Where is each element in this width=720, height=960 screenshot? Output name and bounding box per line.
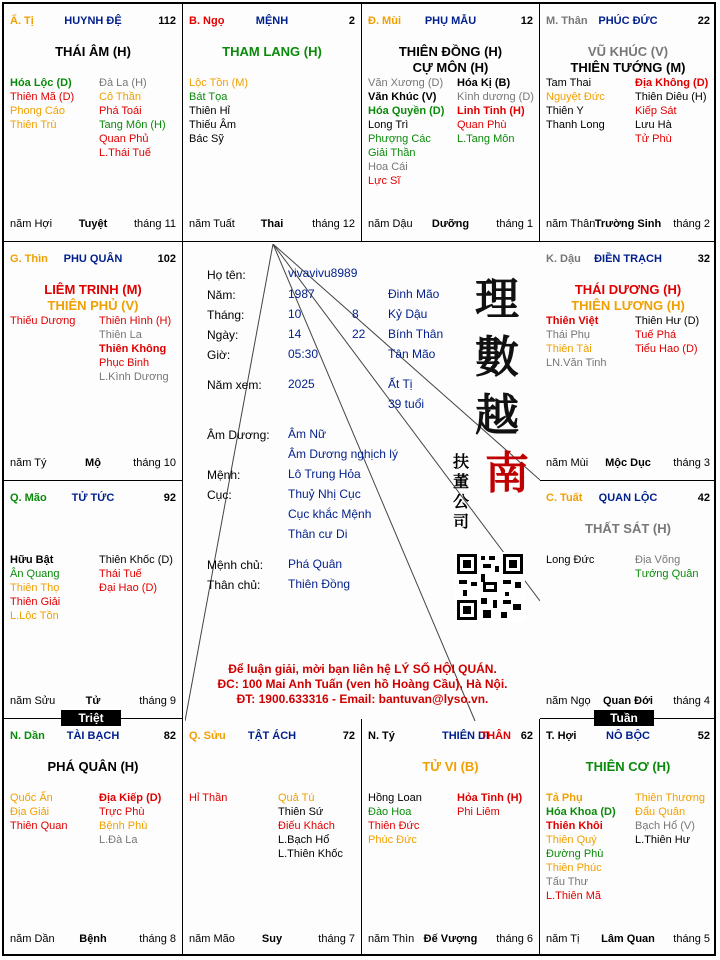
month-label: tháng 3 <box>673 457 710 469</box>
palace-number: 82 <box>163 730 176 742</box>
minor-star: Tả Phụ <box>546 792 583 804</box>
life-stage: Dưỡng <box>431 218 470 230</box>
right-stars <box>635 314 699 356</box>
palace-than <box>540 4 716 242</box>
main-star: CỰ MÔN (H) <box>412 60 489 75</box>
palace-mao <box>4 481 183 719</box>
palace-number: 112 <box>158 15 176 27</box>
palace-footer <box>189 933 355 947</box>
palace-name: TẬT ÁCH <box>247 730 297 742</box>
palace-header <box>546 492 710 506</box>
minor-star: Thiên Không <box>99 343 167 355</box>
palace-number: 22 <box>697 15 710 27</box>
life-stage: Thai <box>260 218 284 230</box>
view-year-label: Năm xem: <box>207 378 262 392</box>
minor-star: Hóa Lộc (D) <box>10 77 72 89</box>
minor-star: Thiên Việt <box>546 315 599 327</box>
body-master-value: Thiên Đồng <box>288 577 351 591</box>
calligraphy-char: 數 <box>475 332 519 383</box>
minor-star: Thiên Hư (D) <box>635 315 700 327</box>
contact-line-2: ĐC: 100 Mai Anh Tuấn (ven hồ Hoàng Cầu), Hà Nội. <box>217 677 508 691</box>
month-label: tháng 2 <box>673 218 710 230</box>
minor-star: Văn Xương (D) <box>368 77 444 89</box>
palace-number: 62 <box>520 730 533 742</box>
minor-star: Hỉ Thần <box>189 792 228 804</box>
month-label: tháng 12 <box>312 218 355 230</box>
main-star: LIÊM TRINH (M) <box>44 282 142 297</box>
branch-label: Ấ. Tị <box>10 15 34 27</box>
minor-star: Bạch Hổ (V) <box>635 820 695 832</box>
minor-star: Địa Kiếp (D) <box>99 792 162 804</box>
destiny-master-label: Mệnh chủ: <box>207 558 264 572</box>
minor-star: Trực Phù <box>99 806 145 818</box>
minor-star: Thiên Quý <box>546 834 597 846</box>
minor-star: Tướng Quân <box>635 568 699 580</box>
palace-suu <box>183 719 362 956</box>
qr-code[interactable] <box>455 552 525 622</box>
minor-star: Bát Tọa <box>189 91 228 103</box>
hour-label: Giờ: <box>207 348 231 362</box>
minor-star: Tấu Thư <box>546 876 589 888</box>
right-stars <box>99 76 166 160</box>
minor-star: Thiên Giải <box>10 596 61 608</box>
minor-star: L.Lộc Tồn <box>10 610 59 622</box>
palace-header <box>189 730 355 744</box>
minor-star: Kiếp Sát <box>635 105 677 117</box>
life-stage: Lâm Quan <box>601 933 655 945</box>
minor-star: Địa Võng <box>635 554 681 566</box>
horoscope-chart <box>2 2 716 956</box>
palace-header <box>546 730 710 744</box>
minor-star: L.Thái Tuế <box>99 147 151 159</box>
center-info-panel <box>185 244 540 721</box>
month-label: tháng 4 <box>673 695 710 707</box>
minor-star: Thiên Thọ <box>10 582 60 594</box>
name-label: Họ tên: <box>207 268 246 282</box>
yinyang-note: Âm Dương nghịch lý <box>288 447 398 461</box>
contact-line-1: Để luận giải, mời bạn liên hệ LÝ SỐ HỘI QUÁN. <box>228 662 497 676</box>
palace-header <box>10 730 176 744</box>
main-star: THÁI ÂM (H) <box>55 44 131 59</box>
palace-ti <box>4 4 183 242</box>
palace-number: 2 <box>348 15 355 27</box>
calligraphy-char: 理 <box>475 274 519 325</box>
palace-name: THIÊN DI <box>441 730 490 742</box>
palace-header <box>546 15 710 29</box>
minor-star: Thiên Hỉ <box>189 105 230 117</box>
month-label: tháng 9 <box>139 695 176 707</box>
than-position: Thân cư Di <box>288 527 348 541</box>
minor-star: Bác Sỹ <box>189 133 224 145</box>
main-stars <box>362 759 539 775</box>
palace-ngo <box>183 4 362 242</box>
main-star: THIÊN TƯỚNG (M) <box>570 60 686 75</box>
main-star: THÁI DƯƠNG (H) <box>574 282 682 297</box>
minor-star: Thiên Quan <box>10 820 68 832</box>
minor-star: L.Thiên Hư <box>635 834 691 846</box>
right-stars <box>99 791 161 847</box>
destiny-value: Lô Trung Hỏa <box>288 467 361 481</box>
palace-header <box>546 253 710 267</box>
palace-mui <box>362 4 540 242</box>
year-label: năm Tị <box>546 933 580 945</box>
month-label: tháng 6 <box>496 933 533 945</box>
tuan-tag: Tuần <box>594 710 654 726</box>
palace-number: 42 <box>697 492 710 504</box>
main-stars <box>540 521 716 537</box>
palace-thin <box>4 242 183 481</box>
palace-footer <box>189 218 355 232</box>
left-stars <box>546 553 594 567</box>
seal-char: 董 <box>453 472 470 491</box>
minor-star: Nguyệt Đức <box>546 91 605 103</box>
palace-number: 92 <box>163 492 176 504</box>
palace-footer <box>10 218 176 232</box>
minor-star: Linh Tinh (H) <box>457 105 525 117</box>
calligraphy-char: 南 <box>485 448 529 499</box>
minor-star: Tuế Phá <box>635 329 677 341</box>
branch-label: T. Hợi <box>546 730 577 742</box>
main-star: THIÊN PHỦ (V) <box>47 298 139 313</box>
palace-footer <box>10 457 176 471</box>
minor-star: Hóa Quyền (D) <box>368 105 445 117</box>
day-canchi: Bính Thân <box>388 327 444 341</box>
right-stars <box>635 76 708 146</box>
year-label: năm Thìn <box>368 933 415 945</box>
name-value: vivavivu8989 <box>288 266 358 280</box>
main-star: THẤT SÁT (H) <box>585 521 671 536</box>
minor-star: L.Đà La <box>99 834 138 846</box>
main-stars <box>4 44 182 60</box>
life-stage: Mộ <box>85 457 101 469</box>
cuc-note: Cục khắc Mệnh <box>288 507 372 521</box>
branch-label: G. Thìn <box>10 253 48 265</box>
palace-name: QUAN LỘC <box>598 492 658 504</box>
life-stage: Trường Sinh <box>594 218 662 230</box>
left-stars <box>10 76 74 132</box>
branch-label: B. Ngọ <box>189 15 225 27</box>
minor-star: Tam Thai <box>546 77 592 89</box>
minor-star: Thiên Sứ <box>278 806 324 818</box>
left-stars <box>10 553 60 623</box>
main-star: PHÁ QUÂN (H) <box>47 759 139 774</box>
contact-block <box>185 662 540 707</box>
cuc-value: Thuỷ Nhị Cục <box>288 487 361 501</box>
right-stars <box>99 314 171 384</box>
main-stars <box>540 759 716 775</box>
minor-star: Thiên Đức <box>368 820 420 832</box>
minor-star: Phục Binh <box>99 357 150 369</box>
age-value: 39 tuổi <box>388 397 425 411</box>
palace-number: 52 <box>697 730 710 742</box>
minor-star: Địa Giải <box>10 806 50 818</box>
minor-star: Kình dương (D) <box>457 91 534 103</box>
right-stars <box>457 791 522 819</box>
palace-footer <box>546 933 710 947</box>
year-label: năm Tý <box>10 457 47 469</box>
palace-name: HUYNH ĐỆ <box>64 15 122 27</box>
minor-star: Đường Phù <box>546 848 604 860</box>
right-stars <box>635 791 705 847</box>
minor-star: Lưu Hà <box>635 119 672 131</box>
minor-star: Hữu Bật <box>10 554 54 566</box>
minor-star: Văn Khúc (V) <box>368 91 437 103</box>
minor-star: Ân Quang <box>10 568 60 580</box>
palace-header <box>189 15 355 29</box>
life-stage: Tử <box>85 695 101 707</box>
right-stars <box>99 553 173 595</box>
branch-label: Q. Sửu <box>189 730 226 742</box>
right-stars <box>278 791 343 861</box>
palace-footer <box>10 695 176 709</box>
palace-footer <box>368 218 533 232</box>
palace-ty <box>362 719 540 956</box>
minor-star: Hoa Cái <box>368 161 408 173</box>
year-label: năm Ngọ <box>546 695 591 707</box>
minor-star: L.Thiên Mã <box>546 890 602 902</box>
palace-hoi <box>540 719 716 956</box>
palace-name: MỆNH <box>255 15 289 27</box>
palace-number: 12 <box>520 15 533 27</box>
life-stage: Quan Đới <box>603 695 653 707</box>
main-star: THAM LANG (H) <box>222 44 322 59</box>
minor-star: Thái Tuế <box>99 568 142 580</box>
minor-star: Thiên Mã (D) <box>10 91 75 103</box>
lunar-day-value: 22 <box>352 327 366 341</box>
minor-star: Phong Cáo <box>10 105 66 117</box>
seal-char: 司 <box>453 512 470 531</box>
minor-star: Đại Hao (D) <box>99 582 158 594</box>
hour-value: 05:30 <box>288 347 319 361</box>
minor-star: Đào Hoa <box>368 806 412 818</box>
minor-star: Giải Thần <box>368 147 416 159</box>
main-stars <box>362 44 539 76</box>
minor-star: Lực Sĩ <box>368 175 401 187</box>
year-label: năm Dậu <box>368 218 413 230</box>
year-canchi: Đinh Mão <box>388 287 440 301</box>
cuc-label: Cục: <box>207 488 232 502</box>
than-marker: THÂN <box>480 730 511 742</box>
palace-footer <box>546 457 710 471</box>
minor-star: Thái Phụ <box>546 329 591 341</box>
minor-star: Tử Phù <box>635 133 672 145</box>
palace-footer <box>546 695 710 709</box>
year-label: năm Mão <box>189 933 235 945</box>
main-stars <box>4 759 182 775</box>
day-value: 14 <box>288 327 302 341</box>
month-label: tháng 10 <box>133 457 176 469</box>
branch-label: N. Dần <box>10 730 45 742</box>
seal-char: 公 <box>453 492 470 511</box>
main-stars <box>183 44 361 60</box>
minor-star: Cô Thần <box>99 91 141 103</box>
minor-star: Thiếu Dương <box>10 315 76 327</box>
minor-star: Quan Phù <box>457 119 507 131</box>
palace-footer <box>368 933 533 947</box>
minor-star: Đà La (H) <box>99 77 147 89</box>
day-label: Ngày: <box>207 328 239 342</box>
minor-star: L.Tang Môn <box>457 133 515 145</box>
minor-star: Hỏa Tinh (H) <box>457 792 523 804</box>
left-stars <box>10 314 75 328</box>
life-stage: Mộc Dục <box>605 457 651 469</box>
year-label: năm Tuất <box>189 218 235 230</box>
palace-dan <box>4 719 183 956</box>
life-stage: Đế Vượng <box>423 933 478 945</box>
minor-star: Thiếu Âm <box>189 119 237 131</box>
minor-star: Hóa Khoa (D) <box>546 806 616 818</box>
life-stage: Bệnh <box>79 933 107 945</box>
minor-star: LN.Văn Tinh <box>546 357 607 369</box>
palace-header <box>10 492 176 506</box>
left-stars <box>546 314 607 370</box>
palace-name: ĐIỀN TRẠCH <box>594 253 662 265</box>
right-stars <box>635 553 699 581</box>
month-canchi: Kỷ Dậu <box>388 307 428 321</box>
year-label: năm Mùi <box>546 457 589 469</box>
contact-line-3: ĐT: 1900.633316 - Email: bantuvan@lyso.vn. <box>236 692 489 706</box>
minor-star: Hóa Kị (B) <box>457 77 511 89</box>
palace-footer <box>10 933 176 947</box>
main-star: THIÊN LƯƠNG (H) <box>571 298 685 313</box>
hour-canchi: Tân Mão <box>388 347 436 361</box>
palace-name: NÔ BỘC <box>606 730 650 742</box>
left-stars <box>546 791 616 903</box>
month-label: tháng 11 <box>133 218 176 230</box>
palace-number: 102 <box>157 253 176 265</box>
minor-star: Thiên Tài <box>546 343 592 355</box>
main-star: THIÊN ĐỒNG (H) <box>398 44 503 59</box>
minor-star: Long Đức <box>546 554 595 566</box>
month-label: Tháng: <box>207 308 245 322</box>
right-stars <box>457 76 534 146</box>
month-label: tháng 5 <box>673 933 710 945</box>
left-stars <box>189 76 248 146</box>
year-value: 1987 <box>288 287 315 301</box>
minor-star: Thiên Khốc (D) <box>99 554 173 566</box>
minor-star: Hồng Loan <box>368 792 422 804</box>
main-stars <box>540 282 716 314</box>
calligraphy-char: 越 <box>475 390 519 441</box>
main-stars <box>4 282 182 314</box>
triet-tag: Triệt <box>61 710 121 726</box>
branch-label: N. Tý <box>368 730 395 742</box>
branch-label: Đ. Mùi <box>368 15 401 27</box>
view-year-canchi: Ất Tị <box>388 377 413 391</box>
year-label: năm Hợi <box>10 218 53 230</box>
palace-header <box>10 15 176 29</box>
main-star: VŨ KHÚC (V) <box>587 44 669 59</box>
minor-star: Long Trì <box>368 119 409 131</box>
minor-star: Thanh Long <box>546 119 605 131</box>
minor-star: Thiên Diêu (H) <box>635 91 707 103</box>
minor-star: Lộc Tồn (M) <box>189 77 249 89</box>
left-stars <box>10 791 67 833</box>
palace-name: TÀI BẠCH <box>66 730 120 742</box>
palace-number: 32 <box>697 253 710 265</box>
year-label: Năm: <box>207 288 236 302</box>
minor-star: Đẩu Quân <box>635 806 686 818</box>
lunar-month-value: 8 <box>352 307 359 321</box>
minor-star: L.Thiên Khốc <box>278 848 343 860</box>
palace-name: PHU QUÂN <box>63 253 123 265</box>
body-master-label: Thân chủ: <box>207 578 261 592</box>
minor-star: Điếu Khách <box>278 820 335 832</box>
life-stage: Suy <box>261 933 283 945</box>
minor-star: Tiểu Hao (D) <box>635 343 698 355</box>
view-year-value: 2025 <box>288 377 315 391</box>
branch-label: Q. Mão <box>10 492 47 504</box>
year-label: năm Dần <box>10 933 55 945</box>
destiny-master-value: Phá Quân <box>288 557 343 571</box>
minor-star: Phượng Các <box>368 133 431 145</box>
minor-star: Quả Tú <box>278 792 315 804</box>
palace-header <box>10 253 176 267</box>
yinyang-value: Âm Nữ <box>288 427 327 441</box>
palace-name: PHỤ MẪU <box>424 15 477 27</box>
left-stars <box>189 791 227 805</box>
month-value: 10 <box>288 307 302 321</box>
month-label: tháng 7 <box>318 933 355 945</box>
palace-header <box>368 730 533 744</box>
left-stars <box>368 791 422 847</box>
palace-footer <box>546 218 710 232</box>
life-stage: Tuyệt <box>78 218 108 230</box>
minor-star: Phá Toái <box>99 105 142 117</box>
seal-char: 扶 <box>453 452 470 471</box>
minor-star: Địa Không (D) <box>635 77 709 89</box>
year-label: năm Sửu <box>10 695 56 707</box>
left-stars <box>546 76 605 132</box>
minor-star: Phi Liêm <box>457 806 500 818</box>
month-label: tháng 8 <box>139 933 176 945</box>
palace-dau <box>540 242 716 481</box>
branch-label: M. Thân <box>546 15 588 27</box>
minor-star: Thiên Hình (H) <box>99 315 172 327</box>
minor-star: Thiên Khôi <box>546 820 603 832</box>
minor-star: Thiên Trù <box>10 119 57 131</box>
left-stars <box>368 76 444 188</box>
minor-star: Thiên Y <box>546 105 584 117</box>
month-label: tháng 1 <box>496 218 533 230</box>
minor-star: Tang Môn (H) <box>99 119 166 131</box>
palace-number: 72 <box>342 730 355 742</box>
branch-label: K. Dậu <box>546 253 581 265</box>
minor-star: Quốc Ấn <box>10 792 53 804</box>
minor-star: L.Bạch Hổ <box>278 834 330 846</box>
palace-header <box>368 15 533 29</box>
yinyang-label: Âm Dương: <box>207 428 270 442</box>
main-star: THIÊN CƠ (H) <box>585 759 671 774</box>
minor-star: Thiên Phúc <box>546 862 602 874</box>
year-label: năm Thân <box>546 218 596 230</box>
branch-label: C. Tuất <box>546 492 583 504</box>
main-stars <box>540 44 716 76</box>
destiny-label: Mệnh: <box>207 468 241 482</box>
main-star: TỬ VI (B) <box>422 759 479 774</box>
minor-star: Thiên La <box>99 329 142 341</box>
palace-name: PHÚC ĐỨC <box>598 15 658 27</box>
palace-name: TỬ TỨC <box>71 492 115 504</box>
minor-star: Phúc Đức <box>368 834 417 846</box>
palace-tuat <box>540 481 716 719</box>
minor-star: Bệnh Phù <box>99 820 148 832</box>
minor-star: Quan Phủ <box>99 133 149 145</box>
minor-star: Thiên Thương <box>635 792 706 804</box>
minor-star: L.Kình Dương <box>99 371 169 383</box>
